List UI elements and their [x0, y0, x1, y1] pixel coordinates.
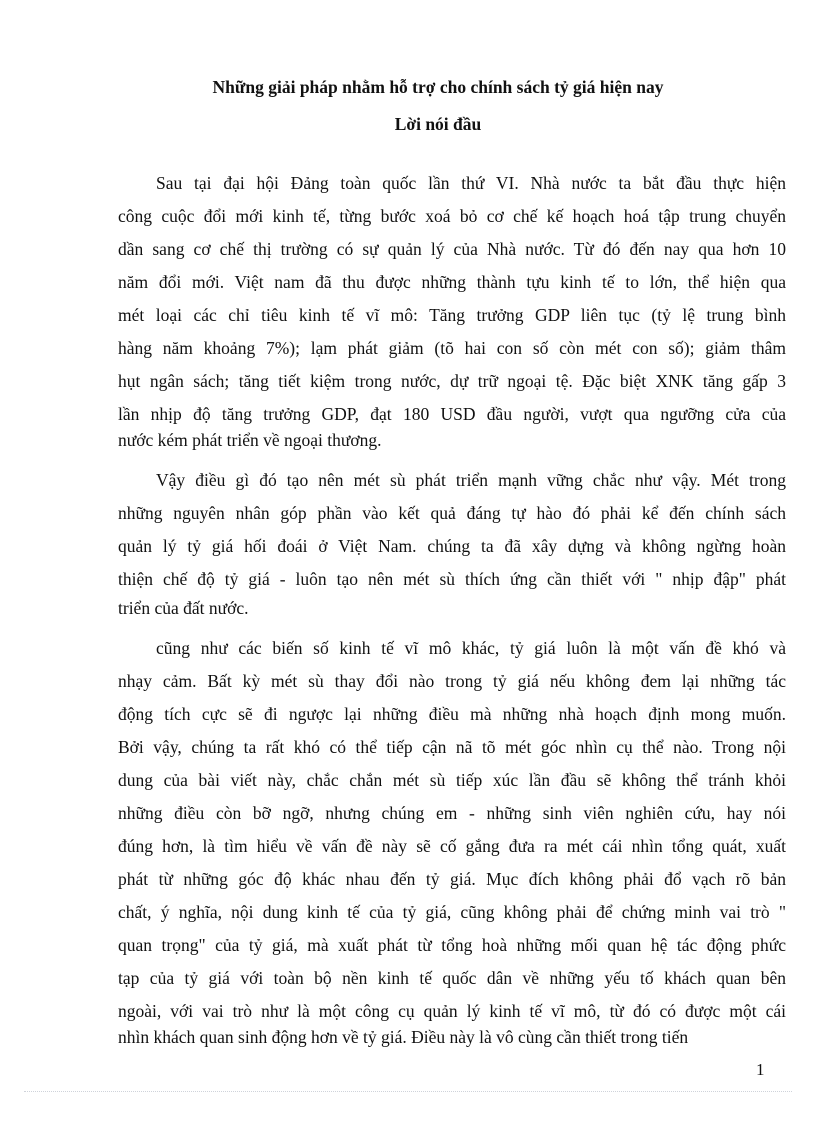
- paragraph-line: Bởi vậy, chúng ta rất khó có thể tiếp cận nã tõ mét góc nhìn cụ thể nào. Trong nội: [118, 737, 786, 757]
- paragraph-line: những nguyên nhân góp phần vào kết quả đáng tự hào đó phải kể đến chính sách: [118, 503, 786, 523]
- paragraph-line: hàng năm khoảng 7%); lạm phát giảm (tõ hai con số còn mét con số); giảm thâm: [118, 338, 786, 358]
- paragraph-line: mét loại các chỉ tiêu kinh tế vĩ mô: Tăng trưởng GDP liên tục (tỷ lệ trung bình: [118, 305, 786, 325]
- paragraph-line: quan trọng" của tỷ giá, mà xuất phát từ tổng hoà những mối quan hệ tác động phức: [118, 935, 786, 955]
- paragraph-line: cũng như các biến số kinh tế vĩ mô khác, tỷ giá luôn là một vấn đề khó và: [156, 638, 786, 658]
- paragraph-line: những điều còn bỡ ngỡ, nhưng chúng em - những sinh viên nghiên cứu, hay nói: [118, 803, 786, 823]
- page-number: 1: [756, 1060, 765, 1079]
- paragraph-line: Sau tại đại hội Đảng toàn quốc lần thứ VI. Nhà nước ta bắt đầu thực hiện: [156, 173, 786, 193]
- paragraph-line: động tích cực sẽ đi ngược lại những điều mà những nhà hoạch định mong muốn.: [118, 704, 786, 724]
- paragraph-line: ngoài, với vai trò như là một công cụ quản lý kinh tế vĩ mô, từ đó có được một cái: [118, 1001, 786, 1021]
- paragraph-line: thiện chế độ tỷ giá - luôn tạo nên mét sù thích ứng cần thiết với " nhịp đập" phát: [118, 569, 786, 589]
- paragraph-line: nước kém phát triển về ngoại thương.: [118, 430, 382, 450]
- paragraph-line: năm đổi mới. Việt nam đã thu được những thành tựu kinh tế to lớn, thể hiện qua: [118, 272, 786, 292]
- paragraph-line: tạp của tỷ giá với toàn bộ nền kinh tế quốc dân về những yếu tố khách quan bên: [118, 968, 786, 988]
- paragraph-line: triển của đất nước.: [118, 598, 249, 618]
- document-title: Những giải pháp nhằm hỗ trợ cho chính sách tỷ giá hiện nay: [212, 77, 664, 97]
- page-divider: [24, 1091, 792, 1092]
- paragraph-line: công cuộc đổi mới kinh tế, từng bước xoá bỏ cơ chế kế hoạch hoá tập trung chuyển: [118, 206, 786, 226]
- paragraph-line: chất, ý nghĩa, nội dung kinh tế của tỷ giá, cũng không phải để chứng minh vai trò ": [118, 902, 786, 922]
- paragraph-line: dung của bài viết này, chắc chắn mét sù tiếp xúc lần đầu sẽ không thể tránh khỏi: [118, 770, 786, 790]
- paragraph-line: dần sang cơ chế thị trường có sự quản lý của Nhà nước. Từ đó đến nay qua hơn 10: [118, 239, 786, 259]
- section-heading: Lời nói đầu: [394, 114, 482, 134]
- paragraph-line: nhạy cảm. Bất kỳ mét sù thay đổi nào trong tỷ giá nếu không đem lại những tác: [118, 671, 786, 691]
- paragraph-line: hụt ngân sách; tăng tiết kiệm trong nước, dự trữ ngoại tệ. Đặc biệt XNK tăng gấp 3: [118, 371, 786, 391]
- paragraph-line: quản lý tỷ giá hối đoái ở Việt Nam. chúng ta đã xây dựng và không ngừng hoàn: [118, 536, 786, 556]
- paragraph-line: Vậy điều gì đó tạo nên mét sù phát triển mạnh vững chắc như vậy. Mét trong: [156, 470, 786, 490]
- paragraph-line: nhìn khách quan sinh động hơn về tỷ giá. Điều này là vô cùng cần thiết trong tiến: [118, 1027, 689, 1047]
- paragraph-line: phát từ những góc độ khác nhau đến tỷ giá. Mục đích không phải đổ vạch rõ bản: [118, 869, 786, 889]
- paragraph-line: lần nhịp độ tăng trưởng GDP, đạt 180 USD đầu người, vượt qua ngưỡng cửa của: [118, 404, 786, 424]
- paragraph-line: đúng hơn, là tìm hiểu về vấn đề này sẽ cố gắng đưa ra mét cái nhìn tổng quát, xuất: [118, 836, 786, 856]
